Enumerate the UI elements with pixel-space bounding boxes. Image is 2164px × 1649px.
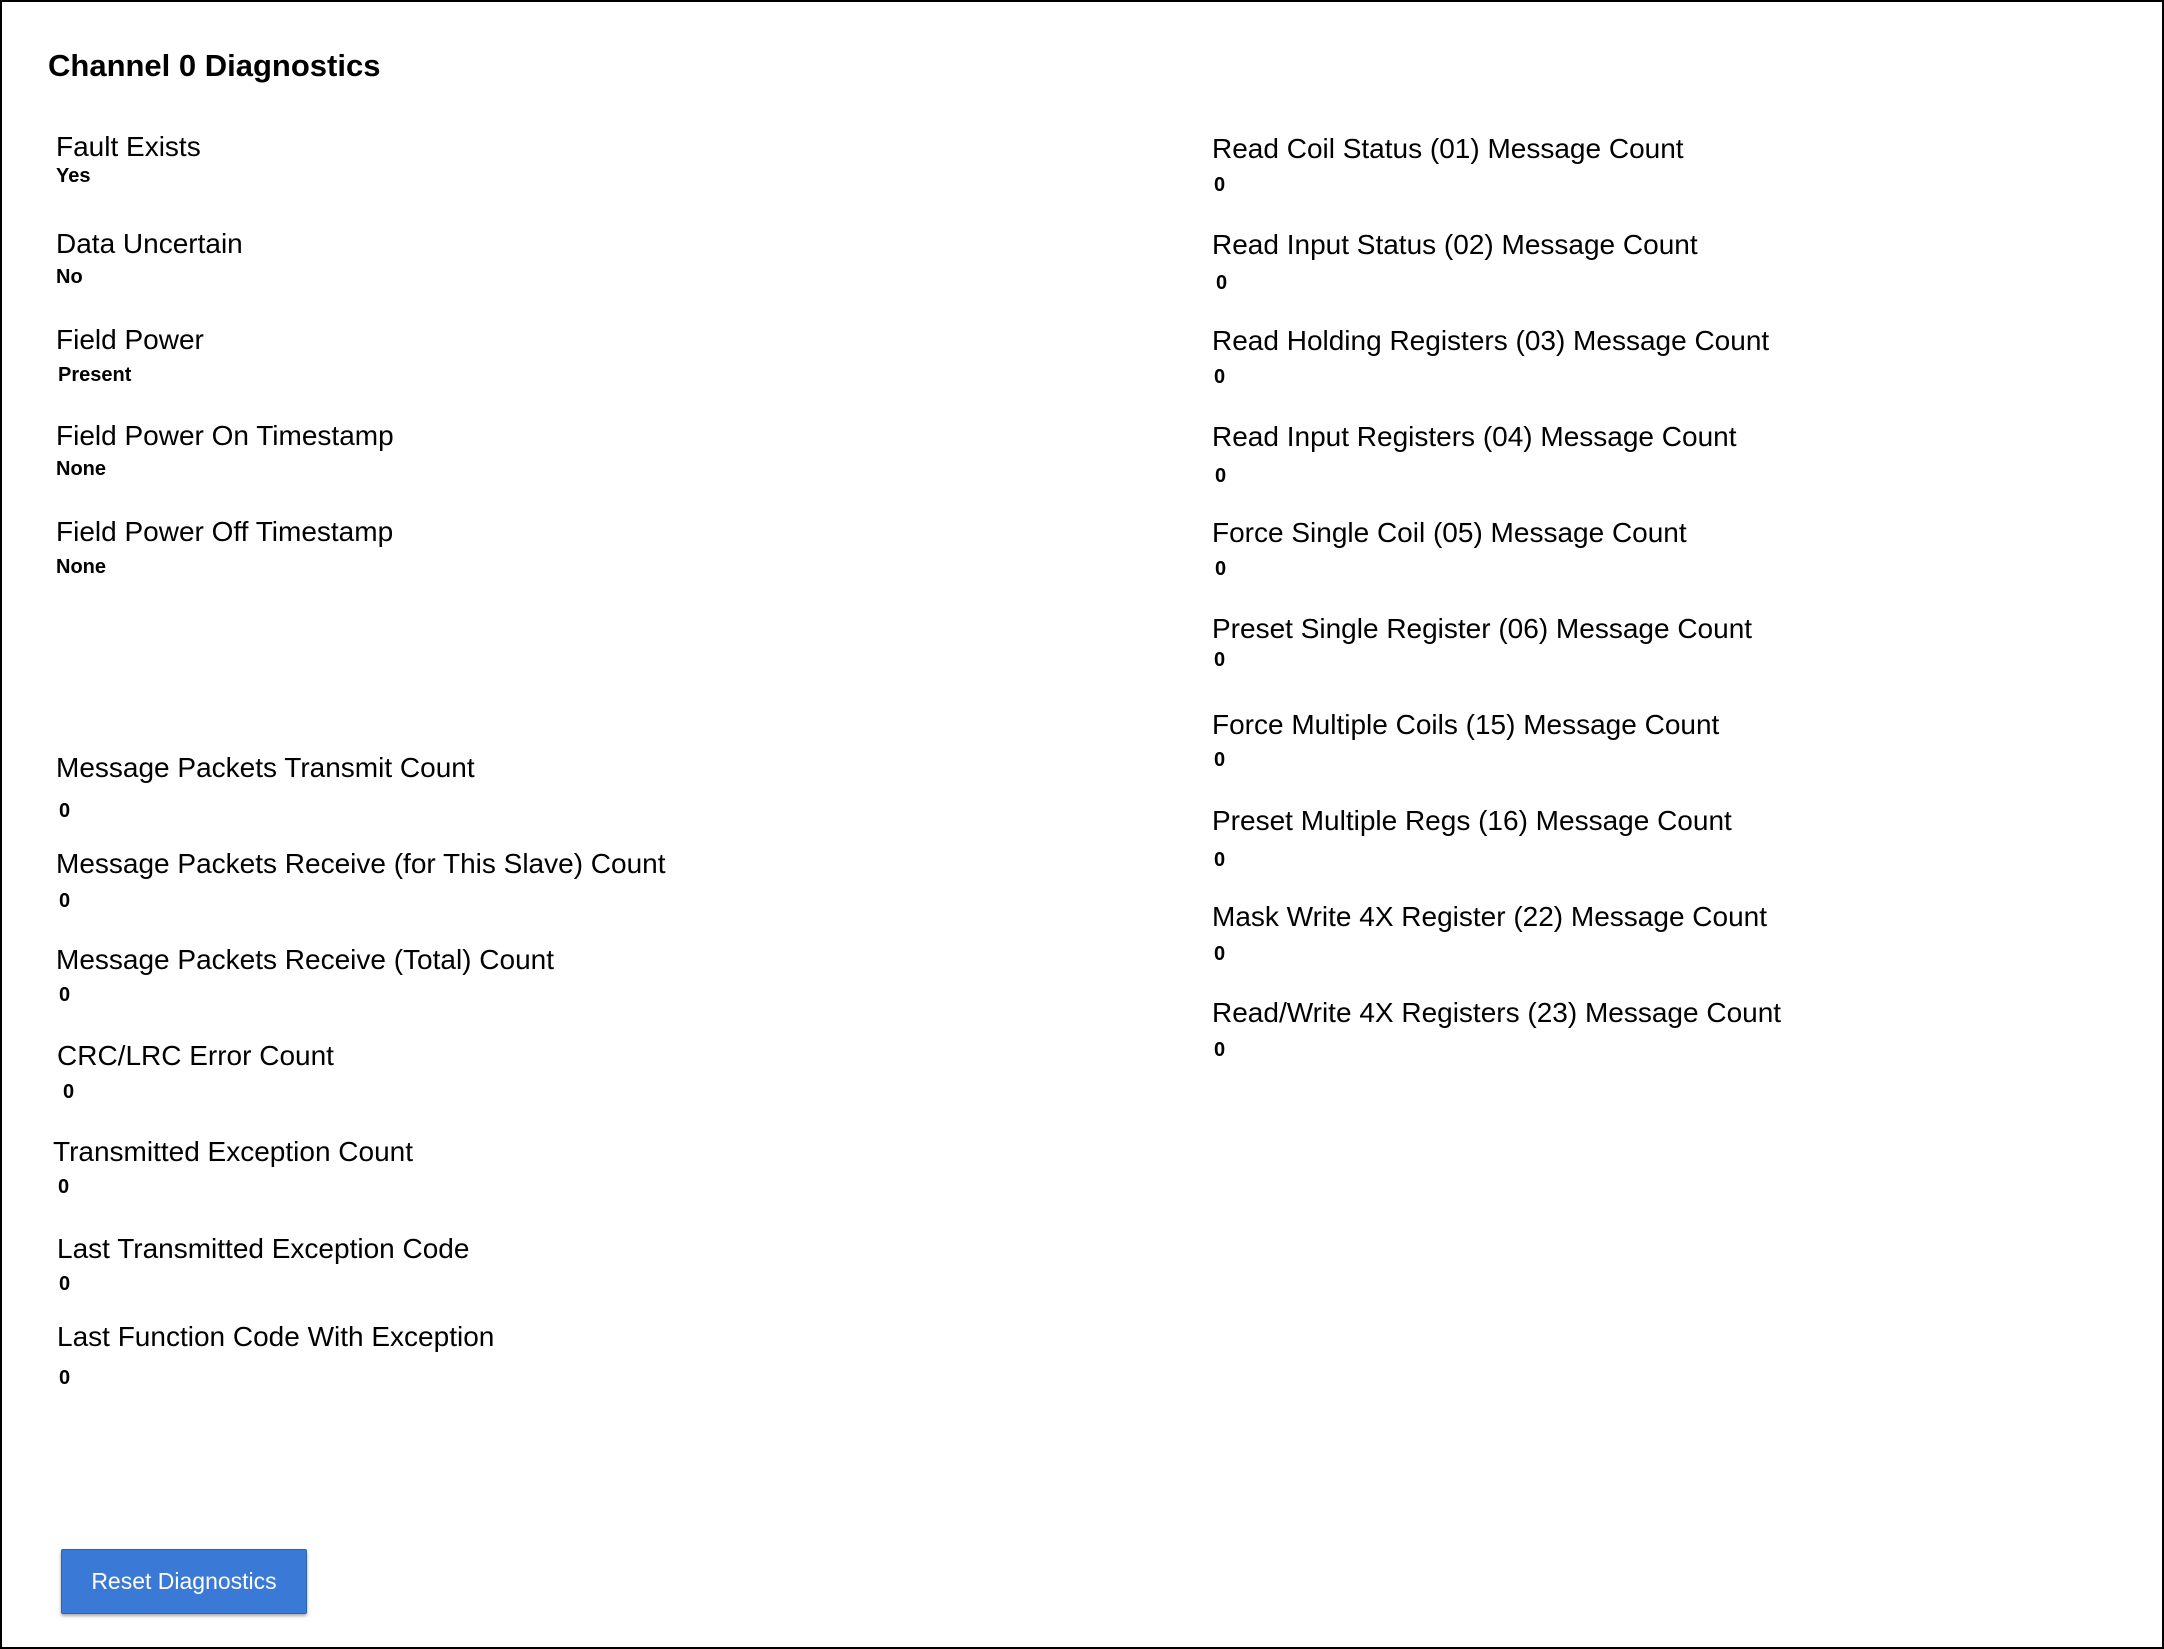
last-function-code-with-exception-value: 0 (59, 1367, 71, 1389)
transmitted-exception-count-label: Transmitted Exception Count (53, 1136, 414, 1167)
message-packets-receive-slave-count-label: Message Packets Receive (for This Slave) Count (56, 848, 666, 879)
fault-exists-field (56, 130, 201, 188)
read-holding-registers-count-field (1212, 324, 1769, 389)
read-write-4x-registers-count-label: Read/Write 4X Registers (23) Message Count (1212, 997, 1782, 1028)
transmitted-exception-count-value: 0 (58, 1176, 70, 1198)
data-uncertain-value: No (56, 266, 83, 288)
read-holding-registers-count-label: Read Holding Registers (03) Message Count (1212, 325, 1770, 356)
field-power-field (56, 323, 204, 387)
preset-single-register-count-value: 0 (1214, 649, 1226, 671)
read-holding-registers-count-value: 0 (1214, 366, 1226, 388)
data-uncertain-label: Data Uncertain (56, 228, 243, 259)
crc-lrc-error-count-field (57, 1039, 334, 1104)
last-transmitted-exception-code-value: 0 (59, 1273, 71, 1295)
message-packets-receive-slave-count-field (56, 847, 666, 913)
mask-write-4x-register-count-value: 0 (1214, 943, 1226, 965)
field-power-on-timestamp-field (56, 419, 394, 481)
read-input-status-count-label: Read Input Status (02) Message Count (1212, 229, 1698, 260)
message-packets-receive-total-count-value: 0 (59, 984, 71, 1006)
read-write-4x-registers-count-value: 0 (1214, 1039, 1226, 1061)
last-function-code-with-exception-label: Last Function Code With Exception (57, 1321, 495, 1352)
last-function-code-with-exception-field (57, 1320, 494, 1390)
page-title: Channel 0 Diagnostics (48, 48, 381, 83)
last-transmitted-exception-code-field (57, 1232, 469, 1296)
read-coil-status-count-field (1212, 132, 1684, 197)
force-multiple-coils-count-label: Force Multiple Coils (15) Message Count (1212, 709, 1720, 740)
preset-multiple-regs-count-label: Preset Multiple Regs (16) Message Count (1212, 805, 1732, 836)
read-coil-status-count-value: 0 (1214, 174, 1226, 196)
reset-diagnostics-button[interactable]: Reset Diagnostics (61, 1549, 307, 1614)
field-power-value: Present (58, 364, 132, 386)
field-power-on-timestamp-label: Field Power On Timestamp (56, 420, 394, 451)
field-power-off-timestamp-label: Field Power Off Timestamp (56, 516, 394, 547)
last-transmitted-exception-code-label: Last Transmitted Exception Code (57, 1233, 470, 1264)
crc-lrc-error-count-label: CRC/LRC Error Count (57, 1040, 334, 1071)
read-write-4x-registers-count-field (1212, 996, 1781, 1062)
mask-write-4x-register-count-field (1212, 900, 1767, 966)
preset-multiple-regs-count-field (1212, 804, 1732, 872)
force-single-coil-count-label: Force Single Coil (05) Message Count (1212, 517, 1687, 548)
read-input-registers-count-field (1212, 420, 1737, 488)
crc-lrc-error-count-value: 0 (63, 1081, 75, 1103)
message-packets-transmit-count-field (56, 751, 475, 823)
preset-multiple-regs-count-value: 0 (1214, 849, 1226, 871)
read-input-registers-count-value: 0 (1215, 465, 1227, 487)
field-power-off-timestamp-field (56, 515, 393, 579)
force-multiple-coils-count-field (1212, 708, 1719, 772)
transmitted-exception-count-field (53, 1135, 413, 1199)
force-multiple-coils-count-value: 0 (1214, 749, 1226, 771)
read-coil-status-count-label: Read Coil Status (01) Message Count (1212, 133, 1684, 164)
read-input-status-count-field (1212, 228, 1698, 295)
field-power-on-timestamp-value: None (56, 458, 106, 480)
force-single-coil-count-value: 0 (1215, 558, 1227, 580)
force-single-coil-count-field (1212, 516, 1687, 581)
preset-single-register-count-field (1212, 612, 1752, 672)
message-packets-receive-total-count-label: Message Packets Receive (Total) Count (56, 944, 554, 975)
preset-single-register-count-label: Preset Single Register (06) Message Count (1212, 613, 1753, 644)
data-uncertain-field (56, 227, 243, 289)
message-packets-receive-slave-count-value: 0 (59, 890, 71, 912)
field-power-label: Field Power (56, 324, 204, 355)
message-packets-transmit-count-value: 0 (59, 800, 71, 822)
fault-exists-label: Fault Exists (56, 131, 201, 162)
read-input-registers-count-label: Read Input Registers (04) Message Count (1212, 421, 1737, 452)
mask-write-4x-register-count-label: Mask Write 4X Register (22) Message Count (1212, 901, 1768, 932)
message-packets-receive-total-count-field (56, 943, 554, 1007)
fault-exists-value: Yes (56, 165, 91, 187)
message-packets-transmit-count-label: Message Packets Transmit Count (56, 752, 475, 783)
read-input-status-count-value: 0 (1216, 272, 1228, 294)
field-power-off-timestamp-value: None (56, 556, 106, 578)
